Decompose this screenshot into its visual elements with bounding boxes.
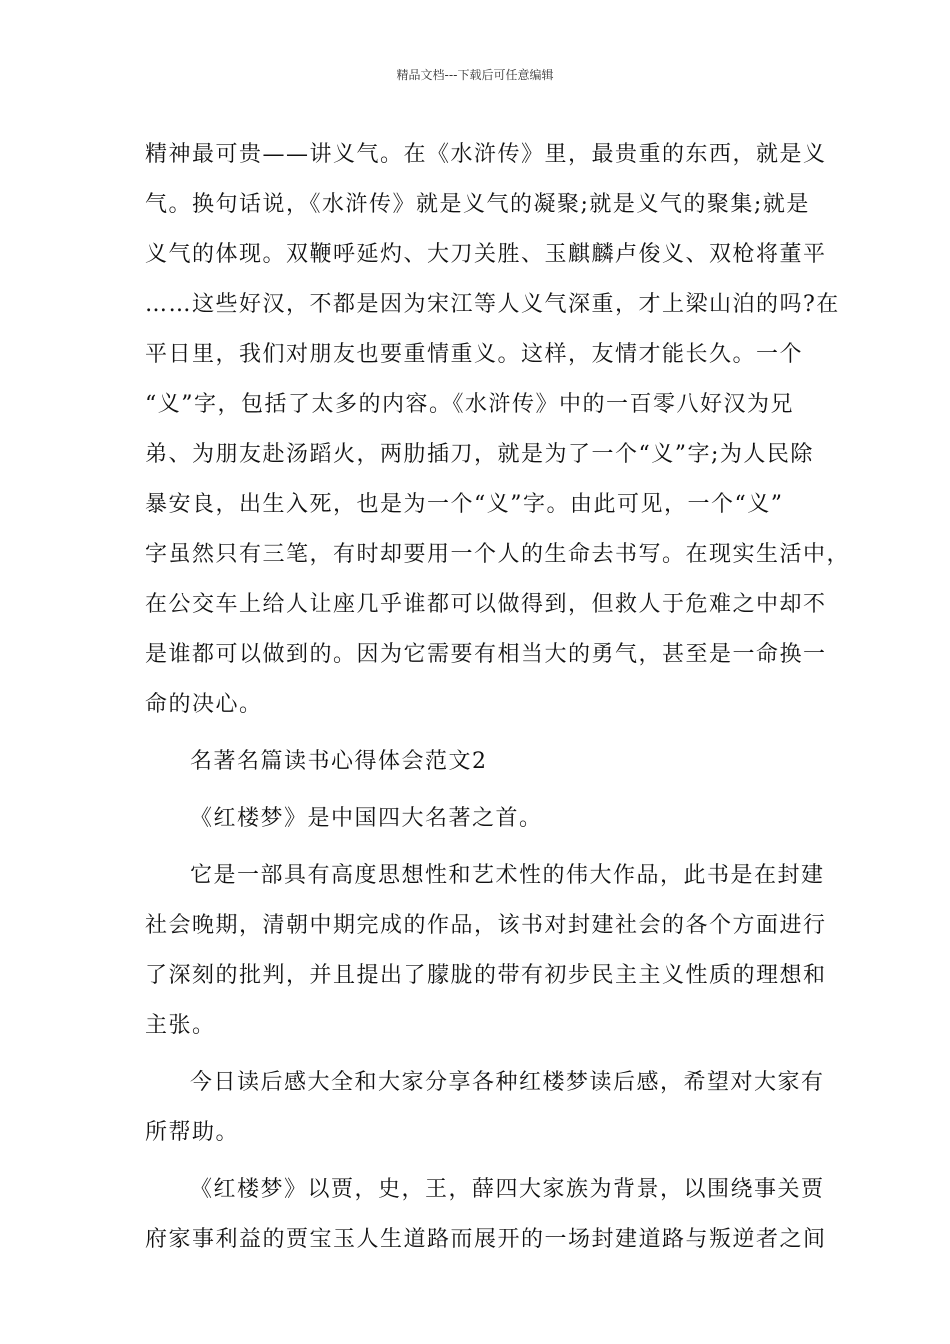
text-line: 是谁都可以做到的。因为它需要有相当大的勇气，甚至是一命换一 (145, 642, 827, 667)
text-line: 今日读后感大全和大家分享各种红楼梦读后感，希望对大家有 (190, 1070, 825, 1095)
text-line: 《红楼梦》是中国四大名著之首。 (190, 806, 543, 831)
text-line: 暴安良，出生入死，也是为一个“义”字。由此可见，一个“义” (145, 492, 784, 517)
section-heading: 名著名篇读书心得体会范文2 (190, 749, 488, 774)
text-line: 气。换句话说，《水浒传》就是义气的凝聚;就是义气的聚集;就是 (145, 192, 810, 217)
text-line: 精神最可贵——讲义气。在《水浒传》里，最贵重的东西，就是义 (145, 142, 827, 167)
text-line: 义气的体现。双鞭呼延灼、大刀关胜、玉麒麟卢俊义、双枪将董平 (145, 242, 827, 267)
text-line: “义”字，包括了太多的内容。《水浒传》中的一百零八好汉为兄 (145, 392, 794, 417)
text-line: 《红楼梦》以贾，史，王，薛四大家族为背景，以围绕事关贾 (190, 1177, 825, 1202)
page-header: 精品文档---下载后可任意编辑 (396, 68, 554, 82)
text-line: 府家事利益的贾宝玉人生道路而展开的一场封建道路与叛逆者之间 (145, 1227, 827, 1252)
text-line: 命的决心。 (145, 692, 263, 717)
text-line: 它是一部具有高度思想性和艺术性的伟大作品，此书是在封建 (190, 863, 825, 888)
text-line: 了深刻的批判，并且提出了朦胧的带有初步民主主义性质的理想和 (145, 963, 827, 988)
document-body (145, 130, 851, 1265)
text-line: ……这些好汉，不都是因为宋江等人义气深重，才上梁山泊的吗?在 (145, 292, 840, 317)
text-line: 所帮助。 (145, 1120, 240, 1145)
text-line: 在公交车上给人让座几乎谁都可以做得到，但救人于危难之中却不 (145, 592, 827, 617)
text-line: 平日里，我们对朋友也要重情重义。这样，友情才能长久。一个 (145, 342, 804, 367)
text-line: 弟、为朋友赴汤蹈火，两肋插刀，就是为了一个“义”字;为人民除 (145, 442, 814, 467)
text-line: 字虽然只有三笔，有时却要用一个人的生命去书写。在现实生活中， (145, 542, 851, 567)
text-line: 社会晚期，清朝中期完成的作品，该书对封建社会的各个方面进行 (145, 913, 827, 938)
text-line: 主张。 (145, 1013, 216, 1038)
